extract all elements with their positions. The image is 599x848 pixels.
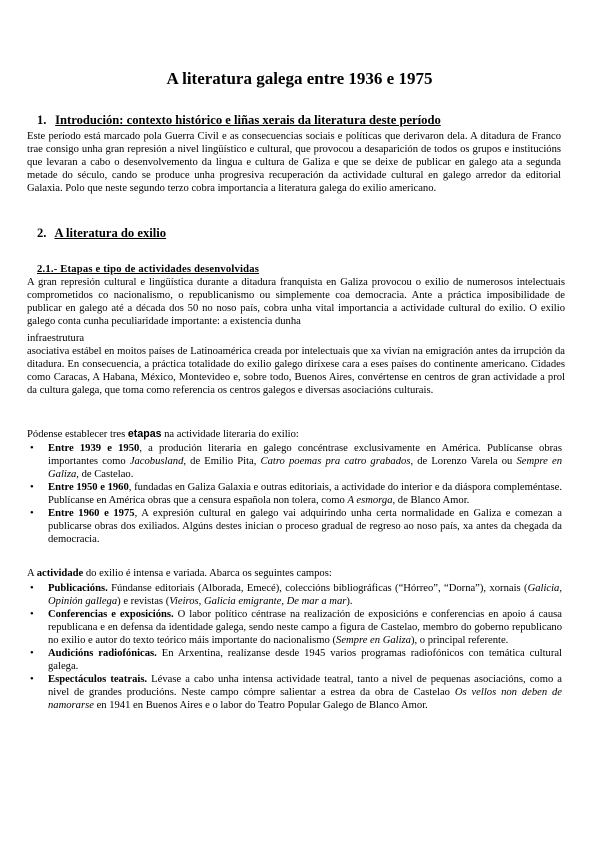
- section-2-heading: [37, 226, 166, 241]
- campos-list: [27, 582, 562, 712]
- list-item: • Entre 1950 e 1960, fundadas en Galiza Galaxia e outras editoriais, a actividade do interior e da diáspora compleméntase. Publícanse en América obras que a censura española non tolera, como A esmorga, de Blanco Amor.: [30, 482, 562, 506]
- subsection-heading: 2.1.- Etapas e tipo de actividades desenvolvidas: [37, 264, 260, 275]
- bullet: •: [30, 508, 34, 519]
- actividade-keyword: actividade: [36, 568, 84, 579]
- bullet: •: [30, 674, 34, 685]
- bullet: •: [30, 443, 34, 454]
- bullet: •: [30, 609, 34, 620]
- etapas-list: [27, 442, 562, 546]
- list-item: • Audicións radiofónicas. En Arxentina, realízanse desde 1945 varios programas radiofónicos con temática cultural galega.: [30, 648, 562, 672]
- exile-paragraph-2: asociativa estábel en moitos países de Latinoamérica creada por intelectuais que xa vivían na emigración antes da irrupción da ditadura. En consecuencia, a práctica totalidade do exilio galego diríxese cara a eses países do continente americano. Cidades como Caracas, A Habana, México, Montevideo e, sobre todo, Buenos Aires, convértense en centros de gran actividade a prol da cultura galega, que toma como referencia os centros galegos e diversas asociacións culturais.: [27, 346, 565, 396]
- etapas-intro: Pódense establecer tres etapas na actividade literaria do exilio:: [27, 428, 299, 440]
- etapas-keyword: etapas: [127, 428, 162, 440]
- list-item: • Espectáculos teatrais. Lévase a cabo unha intensa actividade teatral, tanto a nivel de pequenas asociacións, como a nivel de grandes producións. Neste campo cómpre salientar a estrea da obra de Castelao Os vellos non deben de namorarse en 1941 en Buenos Aires e o labor do Teatro Popular Galego de Blanco Amor.: [30, 674, 562, 711]
- exile-paragraph-1-end: infraestrutura: [27, 333, 85, 344]
- bullet: •: [30, 648, 34, 659]
- bullet: •: [30, 482, 34, 493]
- bullet: •: [30, 583, 34, 594]
- section-number: 1.: [37, 113, 47, 127]
- exile-paragraph-1: A gran represión cultural e lingüística durante a ditadura franquista en Galiza provocou o exilio de numerosos intelectuais comprometidos co nacionalismo, o republicanismo ou simplemente coa democracia. Ante a práctica imposibilidade de publicar en galego até a década dos 50 no noso país, cobra unha vital importancia a actividade cultural do exilio. O exilio galego conta cunha peculiaridade importante: a existencia dunha: [27, 277, 565, 327]
- section-number: 2.: [37, 226, 47, 240]
- section-title: Introdución: contexto histórico e liñas xerais da literatura deste período: [55, 113, 441, 127]
- intro-paragraph: Este período está marcado pola Guerra Civil e as consecuencias sociais e políticas que derivaron dela. A ditadura de Franco trae consigo unha gran represión a nivel lingüístico e cultural, que provocou a desaparición de todos os grupos e institucións que levaran a cabo o desenvolvemento da lingua e cultura de Galiza e que se deixe de publicar en galego ata a segunda metade do século, cando se produce unha progresiva recuperación da actividade cultural en galego arredor da editorial Galaxia. Polo que neste segundo terzo cobra importancia a literatura galega do exilio americano.: [27, 131, 561, 194]
- list-item: • Publicacións. Fúndanse editoriais (Alborada, Emecé), coleccións bibliográficas (“Hórreo”, “Dorna”), xornais (Galicia, Opinión gallega) e revistas (Vieiros, Galicia emigrante, De mar a mar).: [30, 583, 562, 607]
- list-item: • Conferencias e exposicións. O labor político céntrase na realización de exposicións e conferencias en apoio á causa republicana e en defensa da identidade galega, sendo neste campo a figura de Castelao, membro do goberno republicano no exilio e autor do texto teórico máis importante do nacionalismo (Sempre en Galiza), o principal referente.: [30, 609, 562, 646]
- actividade-intro: A actividade do exilio é intensa e variada. Abarca os seguintes campos:: [27, 568, 332, 579]
- section-1-heading: [37, 113, 441, 128]
- section-title: A literatura do exilio: [54, 226, 167, 240]
- list-item: • Entre 1939 e 1950, a produción literaria en galego concéntrase exclusivamente en América. Publícanse obras importantes como Jacobusland, de Emilio Pita, Catro poemas pra catro grabados, de Lorenzo Varela ou Sempre en Galiza, de Castelao.: [30, 443, 562, 480]
- list-item: • Entre 1960 e 1975, A expresión cultural en galego vai adquirindo unha certa normalidade en Galiza e comezan a publicarse obras dos exiliados. Algúns destes inician o proceso gradual de regreso ao noso país, xa antes da chegada da democracia.: [30, 508, 562, 545]
- page-title: A literatura galega entre 1936 e 1975: [166, 69, 433, 88]
